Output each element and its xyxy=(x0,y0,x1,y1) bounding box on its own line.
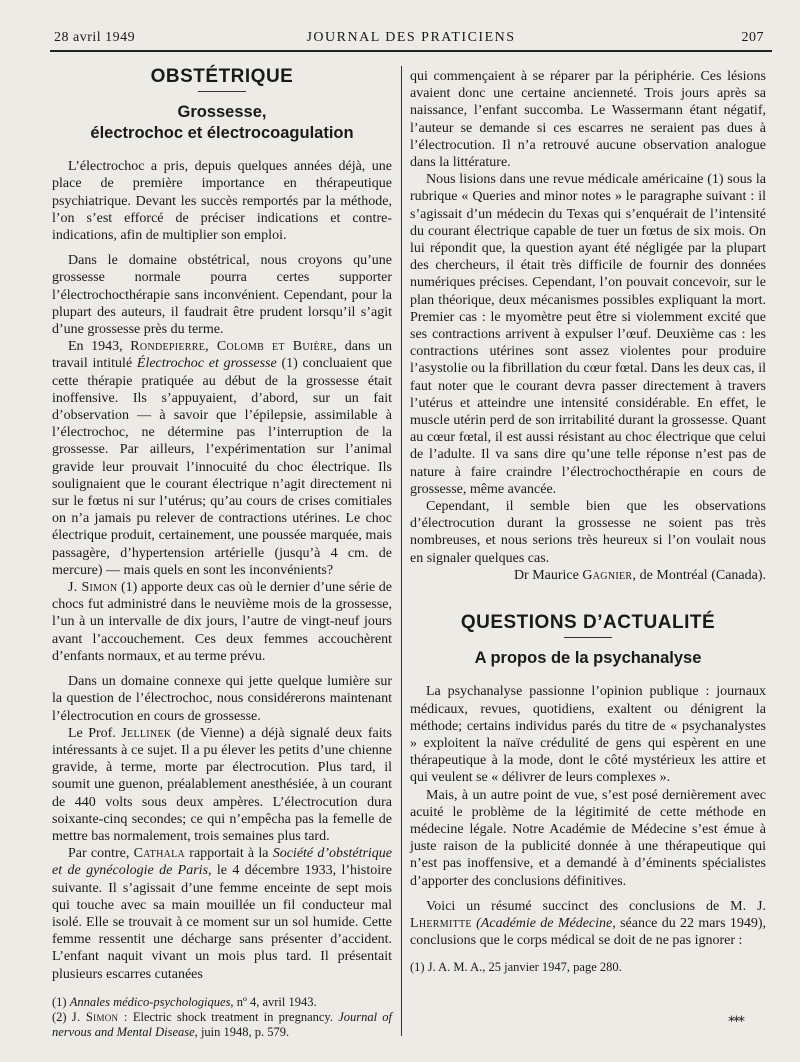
paragraph xyxy=(52,338,392,579)
text-run: de Montréal (Canada). xyxy=(639,567,766,583)
text-run: Voici un résumé succinct des conclusions de M. J. xyxy=(426,898,766,914)
paragraph: Dans un domaine connexe qui jette quelque lumière sur la question de l’électrochoc, nous considérerons maintenant l’électrocution en cours de grossesse. xyxy=(52,674,392,724)
article-title-psychanalyse: A propos de la psychanalyse xyxy=(474,649,702,668)
footnote xyxy=(52,995,392,1010)
paragraph xyxy=(410,898,766,950)
text-run: dans un travail intitulé xyxy=(52,339,392,372)
header-journal-title: JOURNAL DES PRATICIENS xyxy=(306,30,516,45)
footnote xyxy=(52,1010,392,1040)
text-run: (de Vienne) a déjà signalé deux faits intéressants à ce sujet. Il a pu élever les petits d’une chienne gravide, à terme, morte par électrocution. Plus tard, il soumit une guenon, préalablement anesthésiée, à un courant de 440 volts sous deux ampères. L’électrocution dura soixante-cinq secondes; ce qui n’empêcha pas la femelle de mettre bas normalement, trois semaines plus tard. xyxy=(52,725,392,844)
footnote-author: J. Simon : xyxy=(71,1009,128,1024)
text-run: séance du 22 mars 1949), conclusions que le corps médical se doit de ne pas ignorer : xyxy=(410,915,767,949)
author-signature xyxy=(410,567,766,584)
text-run: rapportait à la xyxy=(189,846,269,862)
author-name: J. Simon xyxy=(68,580,118,596)
text-run: En 1943, xyxy=(68,339,123,355)
society-name: Société d’obstétrique et de gynécologie de Paris, xyxy=(52,846,393,879)
paragraph: Mais, à un autre point de vue, s’est posé dernièrement avec acuité le problème de la légitimité de cette méthode en médecine légale. Notre Académie de Médecine s’est émue à juste raison de la publicité donnée à une thérapeutique qui n’est pas inoffensive, et a demandé à d’éminents spécialistes d’apporter des conclusions définitives. xyxy=(410,787,766,889)
article-title-line2: électrochoc et électrocoagulation xyxy=(90,124,354,143)
paragraph: Dans le domaine obstétrical, nous croyons qu’une grossesse normale pourra certes supporter l’électrochocthérapie sans inconvénient. Cependant, pour la plupart des auteurs, il faudrait être prudent lorsqu’il s’agit d’une grossesse près du terme. xyxy=(52,253,392,338)
section-end-stars: *** xyxy=(728,1014,743,1030)
footnotes xyxy=(52,995,392,1040)
author-name: Lhermitte xyxy=(410,915,472,931)
author-names: Rondepierre, Colomb et Buière, xyxy=(130,339,338,355)
paragraph: qui commençaient à se réparer par la périphérie. Ces lésions avaient donc une certaine ancienneté. Trois jours après sa naissance, l’enfant succomba. Le Wassermann étant négatif, l’auteur se demande si ces escarres ne seraient pas dues à l’électrocution. Il n’a retrouvé aucune observation analogue dans la littérature. xyxy=(410,69,766,171)
author-name: Jellinek xyxy=(121,725,172,741)
footnote-source: Journal of nervous and Mental Disease, xyxy=(52,1009,393,1039)
section-title-actualite: QUESTIONS D’ACTUALITÉ xyxy=(460,612,716,634)
text-run: le 4 décembre 1933, l’histoire suivante. Il s’agissait d’une femme enceinte de sept mois qui touche avec sa main mouillée un fil conducteur mal isolé. Elle se trouvait à ce moment sur un sol humide. Cette femme ressentit une décharge sans présenter d’accident. L’enfant naquit vivant un mois plus tard. Il présentait plusieurs escarres cutanées xyxy=(52,863,392,982)
title-rule xyxy=(564,637,612,638)
footnote-text: juin 1948, p. 579. xyxy=(200,1024,290,1039)
institution-name: (Académie de Médecine, xyxy=(476,915,616,931)
author-name: Cathala xyxy=(133,846,186,862)
right-column xyxy=(410,68,766,977)
text-run: Le Prof. xyxy=(68,725,116,741)
paragraph: Nous lisions dans une revue médicale américaine (1) sous la rubrique « Queries and minor notes » le paragraphe suivant : il s’agissait d’un médecin du Texas qui s’enquérait de l’intensité du courant électrique capable de tuer un fœtus de six mois. On lui répondit que, la question ayant été négligée par la plupart des chercheurs, il était très difficile de fournir des données numériques précises. Cependant, l’on pouvait concevoir, sur le plan théorique, deux mécanismes possibles expliquant la mort. Premier cas : le myomètre peut être si violemment excité que ses contractions arrivent à expulser l’œuf. Deuxième cas : les contractions utérines sont assez violentes pour produire l’asystolie ou la fibrillation du cœur fœtal. Dans les deux cas, il faut noter que le courant devra passer directement à travers l’utérus et atteindre une intensité considérable. En effet, le muscle utérin perd de son irritabilité durant la grossesse. Quant au cœur fœtal, il est aussi résistant au choc électrique que celui de l’adulte. Il va sans dire qu’une telle réponse n’est pas de nature à faire craindre l’électrochocthérapie en cours de grossesse, même avancée. xyxy=(410,172,766,497)
article-title-grossesse xyxy=(52,102,392,144)
footnote-label: (1) xyxy=(52,994,67,1009)
author-name: Gagnier, xyxy=(582,567,637,583)
text-run: (1) concluaient que cette thérapie pratiquée au début de la grossesse était inoffensive. Ils s’appuyaient, d’abord, sur un fait d’observation — à savoir que l’épilepsie, assimilable à l’électrochoc, ne détermine pas l’interruption de la grossesse. Par ailleurs, l’expérimentation sur l’animal gravide leur prouvait l’innocuité du choc électrique. Ils soulignaient que le courant électrique n’agit directement ni sur le fœtus ni sur l’utérus; qu’au cours de crises comitiales on n’a jamais pu relever de contractions utérines. Le choc électrique produit, certainement, une poussée marquée, mais passagère, d’hypertension artérielle (jusqu’à 4 cm. de mercure) — mais quels en sont les inconvénients? xyxy=(52,356,392,578)
text-run: Par contre, xyxy=(68,846,130,862)
column-divider xyxy=(401,66,402,1036)
paragraph xyxy=(52,845,392,983)
paragraph xyxy=(52,725,392,845)
section-title-obstetrique: OBSTÉTRIQUE xyxy=(150,66,294,87)
work-title: Électrochoc et grossesse xyxy=(136,356,277,372)
paragraph: La psychanalyse passionne l’opinion publique : journaux médicaux, revues, quotidiens, exaltent ou dénigrent la méthode; certains individus parés du titre de « psychanalystes » exploitent la naïve crédulité de gens qui espèrent en une thérapeutique à la mode, dont le côté mystérieux les attire et qui veulent se « délivrer de leurs complexes ». xyxy=(410,684,766,786)
text-run: Dr Maurice xyxy=(513,567,579,583)
header-page-number: 207 xyxy=(741,30,764,45)
paragraph xyxy=(52,579,392,665)
footnote-text: nº 4, avril 1943. xyxy=(236,994,317,1009)
running-header xyxy=(50,28,772,52)
paragraph: Cependant, il semble bien que les observations d’électrocution durant la grossesse ne soient pas très nombreuses, et nous serions très heureux si l’on voulait nous en signaler quelques cas. xyxy=(410,499,766,566)
paragraph: L’électrochoc a pris, depuis quelques années déjà, une place de première importance en thérapeutique psychiatrique. Devant les succès remportés par la méthode, l’on s’est efforcé de préciser indications et contre-indications, afin de multiplier son emploi. xyxy=(52,159,392,244)
footnote-text: Electric shock treatment in pregnancy. xyxy=(132,1009,333,1024)
left-column xyxy=(52,68,392,1040)
text-run: (1) apporte deux cas où le dernier d’une série de chocs fut administré dans le neuvième mois de la grossesse, l’un à un intervalle de dix jours, l’autre de vingt-neuf jours avant l’accouchement. Ces deux femmes accouchèrent d’enfants normaux, et au terme prévu. xyxy=(52,580,392,664)
article-title-line1: Grossesse, xyxy=(177,103,267,122)
footnote: (1) J. A. M. A., 25 janvier 1947, page 280. xyxy=(410,960,622,975)
title-rule xyxy=(198,91,246,92)
footnote-source: Annales médico-psychologiques, xyxy=(69,994,234,1009)
header-date: 28 avril 1949 xyxy=(54,30,136,45)
footnote-label: (2) xyxy=(52,1009,67,1024)
